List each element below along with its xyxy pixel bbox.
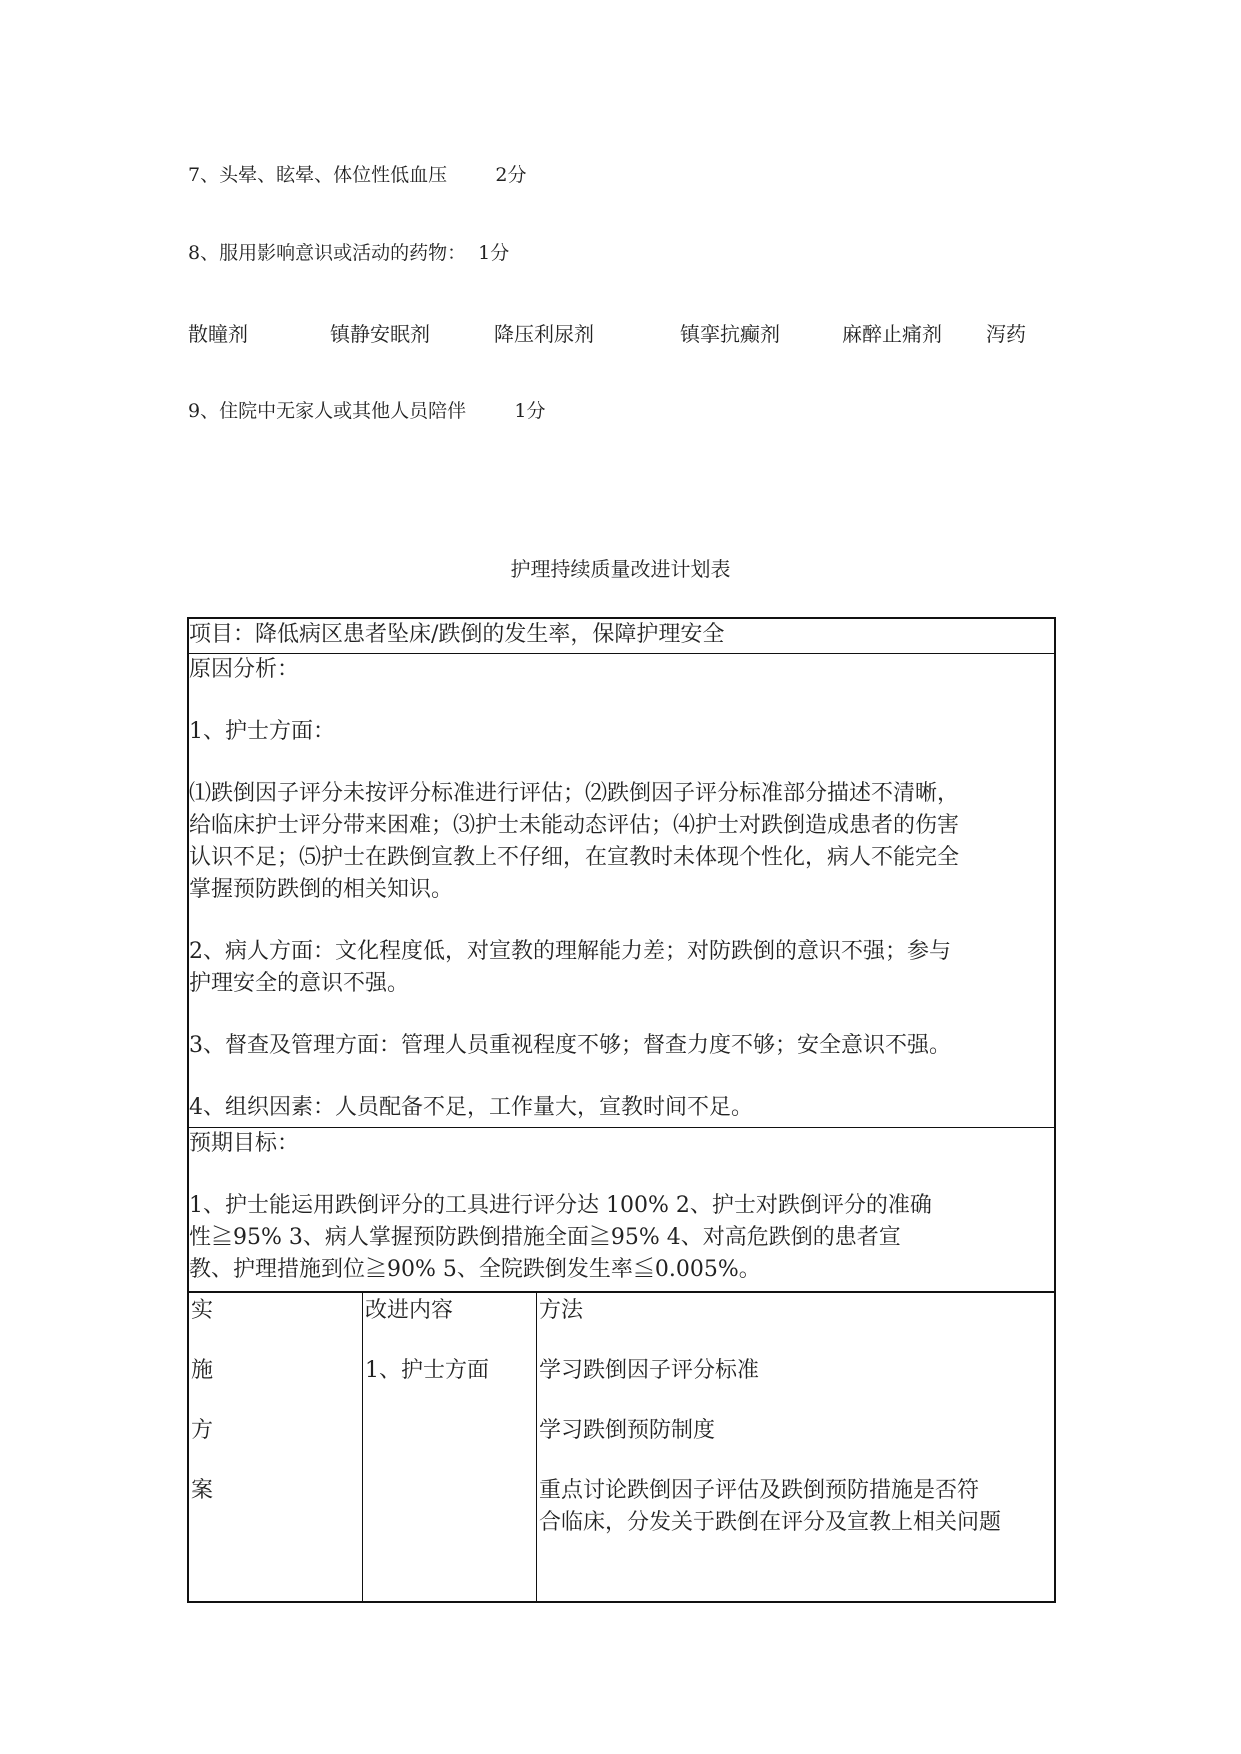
goals-row: [189, 1128, 1054, 1290]
method-header: 方法: [539, 1298, 584, 1323]
drug-laxative: 泻药: [986, 322, 1026, 346]
label-char: 方: [191, 1418, 214, 1443]
nurse-heading: 1、护士方面：: [189, 719, 335, 744]
goal-line: 性≧95% 3、病人掌握预防跌倒措施全面≧95% 4、对高危跌倒的患者宣: [189, 1225, 901, 1250]
content-item: 1、护士方面: [365, 1358, 489, 1383]
drug-mydriatic: 散瞳剂: [188, 322, 248, 346]
criterion-8: 8、服用影响意识或活动的药物： 1分: [188, 242, 510, 264]
management-line: 3、督查及管理方面：管理人员重视程度不够；督查力度不够；安全意识不强。: [189, 1033, 951, 1058]
cause-analysis-row: [189, 654, 1054, 1128]
implementation-label-cell: [189, 1293, 363, 1601]
patient-line: 2、病人方面：文化程度低，对宣教的理解能力差；对防跌倒的意识不强；参与: [189, 939, 951, 964]
label-char: 案: [191, 1478, 214, 1503]
project-text: 项目：降低病区患者坠床/跌倒的发生率，保障护理安全: [189, 622, 725, 647]
cause-heading: 原因分析：: [189, 657, 300, 682]
organization-line: 4、组织因素：人员配备不足，工作量大，宣教时间不足。: [189, 1095, 753, 1120]
implementation-section: [189, 1291, 1054, 1601]
method-item: 学习跌倒预防制度: [539, 1418, 716, 1443]
criterion-9: 9、住院中无家人或其他人员陪伴 1分: [188, 400, 546, 422]
method-item: 合临床，分发关于跌倒在评分及宣教上相关问题: [539, 1510, 1002, 1535]
drug-antihypertensive: 降压利尿剂: [494, 322, 594, 346]
goals-heading: 预期目标：: [189, 1131, 300, 1156]
plan-table: [187, 617, 1056, 1603]
drug-sedative: 镇静安眠剂: [330, 322, 430, 346]
goal-line: 教、护理措施到位≧90% 5、全院跌倒发生率≦0.005%。: [189, 1257, 761, 1282]
nurse-line: 给临床护士评分带来困难；⑶护士未能动态评估；⑷护士对跌倒造成患者的伤害: [189, 813, 960, 838]
content-header: 改进内容: [365, 1298, 454, 1323]
method-cell: [537, 1293, 1054, 1601]
method-item: 学习跌倒因子评分标准: [539, 1358, 760, 1383]
drug-analgesic: 麻醉止痛剂: [842, 322, 942, 346]
project-row: [189, 619, 1054, 654]
goal-line: 1、护士能运用跌倒评分的工具进行评分达 100% 2、护士对跌倒评分的准确: [189, 1193, 932, 1218]
drug-anticonvulsant: 镇挛抗癫剂: [680, 322, 780, 346]
nurse-line: 掌握预防跌倒的相关知识。: [189, 877, 454, 902]
nurse-line: ⑴跌倒因子评分未按评分标准进行评估；⑵跌倒因子评分标准部分描述不清晰，: [189, 781, 960, 806]
content-cell: [363, 1293, 537, 1601]
patient-line: 护理安全的意识不强。: [189, 971, 410, 996]
criterion-7: 7、头晕、眩晕、体位性低血压 2分: [188, 164, 527, 186]
label-char: 实: [191, 1298, 214, 1323]
nurse-line: 认识不足；⑸护士在跌倒宣教上不仔细，在宣教时未体现个性化，病人不能完全: [189, 845, 960, 870]
table-title: 护理持续质量改进计划表: [510, 557, 731, 581]
method-item: 重点讨论跌倒因子评估及跌倒预防措施是否符: [539, 1478, 980, 1503]
label-char: 施: [191, 1358, 214, 1383]
